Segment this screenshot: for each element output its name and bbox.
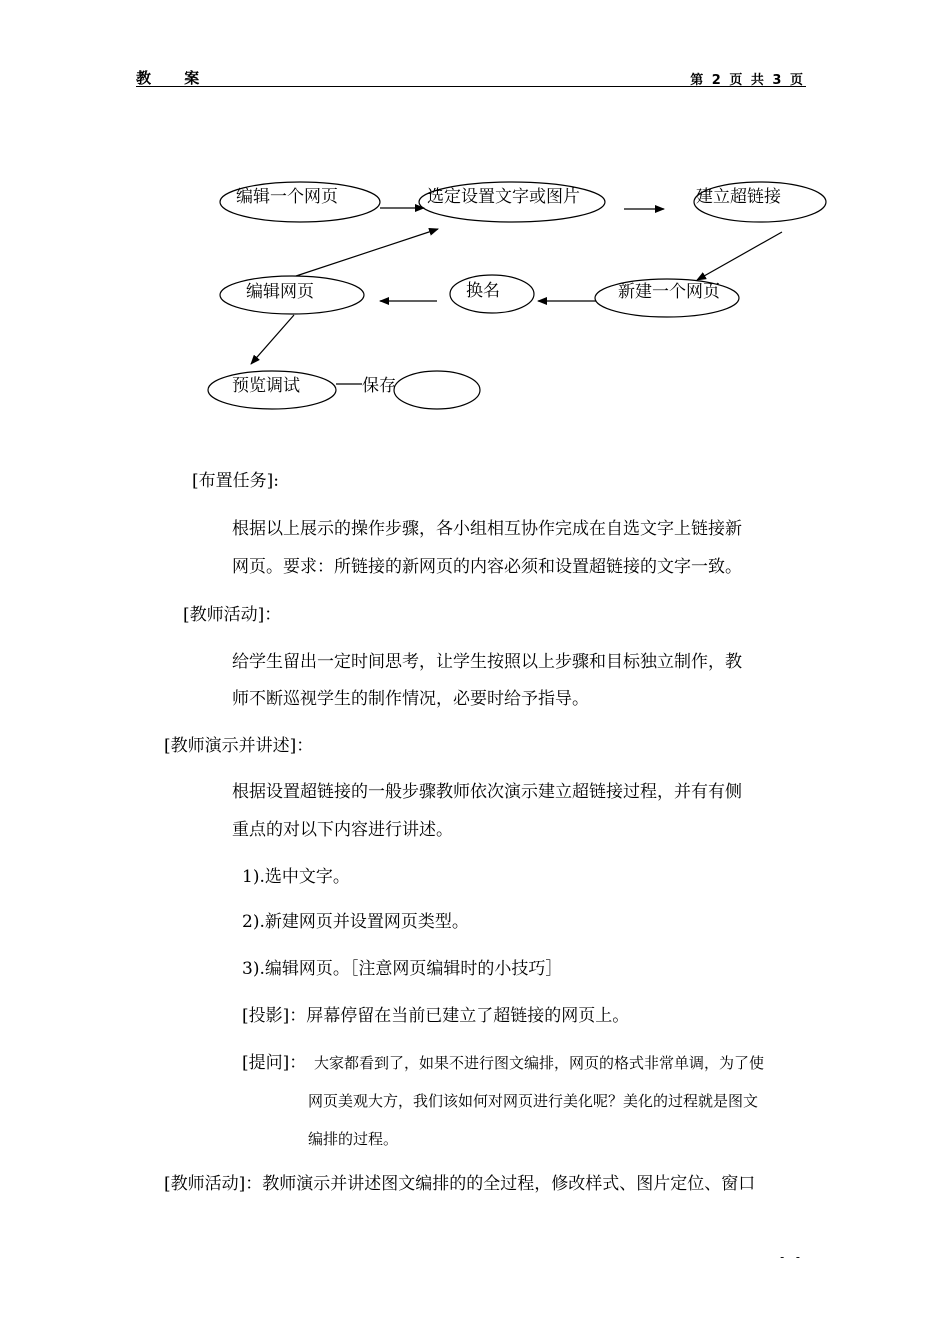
node-save-ellipse: [394, 371, 480, 409]
step-1: 1).选中文字。: [242, 867, 350, 887]
question-line-1: 大家都看到了，如果不进行图文编排，网页的格式非常单调，为了使: [314, 1054, 765, 1072]
question-line-2: 网页美观大方，我们该如何对网页进行美化呢？美化的过程就是图文: [308, 1092, 759, 1110]
step-2: 2).新建网页并设置网页类型。: [242, 912, 469, 932]
demo-line-2: 重点的对以下内容进行讲述。: [232, 820, 453, 840]
projection-line: [投影]：屏幕停留在当前已建立了超链接的网页上。: [242, 1006, 630, 1026]
node-save-label: 保存: [362, 376, 396, 396]
node-new-page-label: 新建一个网页: [618, 282, 720, 302]
node-edit-web-label: 编辑网页: [246, 282, 314, 302]
page-indicator: 第 2 页 共 3 页: [690, 73, 805, 88]
question-label: [提问]：: [242, 1053, 307, 1073]
demo-heading: [教师演示并讲述]：: [164, 736, 314, 756]
flow-diagram: [0, 0, 950, 440]
demo-line-1: 根据设置超链接的一般步骤教师依次演示建立超链接过程，并有有侧: [232, 782, 742, 802]
node-select-label: 选定设置文字或图片: [427, 187, 580, 207]
node-rename-label: 换名: [466, 281, 500, 301]
arrow-6: [296, 229, 438, 276]
question-line-3: 编排的过程。: [308, 1130, 399, 1148]
arrow-3: [697, 232, 782, 280]
task-line-1: 根据以上展示的操作步骤，各小组相互协作完成在自选文字上链接新: [232, 519, 742, 539]
page-footer: - -: [780, 1250, 804, 1264]
node-edit-page-label: 编辑一个网页: [236, 187, 338, 207]
teacher-line-1: 给学生留出一定时间思考，让学生按照以上步骤和目标独立制作，教: [232, 652, 742, 672]
node-hyperlink-label: 建立超链接: [696, 187, 781, 207]
task-heading: [布置任务]:: [192, 471, 279, 491]
header-title: 教 案: [136, 69, 214, 87]
arrow-7: [251, 315, 294, 364]
activity-line: [教师活动]：教师演示并讲述图文编排的的全过程，修改样式、图片定位、窗口: [164, 1174, 756, 1194]
node-preview-label: 预览调试: [232, 376, 300, 396]
step-3: 3).编辑网页。［注意网页编辑时的小技巧］: [242, 959, 563, 979]
teacher-heading: [教师活动]：: [183, 605, 282, 625]
teacher-line-2: 师不断巡视学生的制作情况，必要时给予指导。: [232, 689, 589, 709]
task-line-2: 网页。要求：所链接的新网页的内容必须和设置超链接的文字一致。: [232, 557, 742, 577]
